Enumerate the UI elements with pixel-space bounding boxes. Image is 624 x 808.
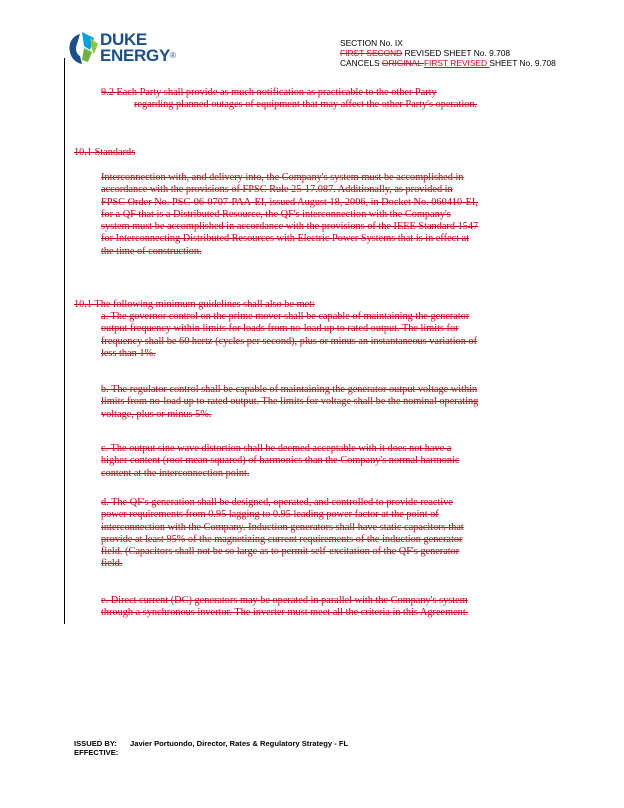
guideline-e-line: through a synchronous invertor. The inverter must meet all the criteria in this Agreement. xyxy=(101,607,469,619)
guideline-d-line: interconnection with the Company. Induction generators shall have static capacitors that xyxy=(101,521,464,533)
section-10-1-standards-heading: 10.1 Standards xyxy=(74,147,136,158)
guideline-b-line: voltage, plus or minus 5%. xyxy=(101,408,212,420)
standards-line: system must be accomplished in accordance with the provisions of the IEEE Standard 1547 xyxy=(101,221,479,233)
standards-line: Interconnection with, and delivery into, the Company's system must be accomplished in xyxy=(101,172,464,183)
guideline-c-line: higher content (root mean squared) of harmonics than the Company's normal harmonic xyxy=(101,455,460,467)
standards-line: the time of construction. xyxy=(101,245,202,257)
section-number: SECTION No. IX xyxy=(340,38,403,48)
standards-line: accordance with the provisions of FPSC Rule 25-17.087. Additionally, as provided in xyxy=(101,184,453,196)
revision-change-bar xyxy=(64,58,65,624)
paragraph-9-2-line: regarding planned outages of equipment that may affect the other Party's operation. xyxy=(134,99,478,111)
guideline-a-line: a. The governor control on the prime mover shall be capable of maintaining the generator xyxy=(101,311,470,322)
section-10-1-standards-body xyxy=(101,172,478,258)
duke-energy-logo-mark-icon xyxy=(66,30,100,70)
guideline-a-line: less than 1%. xyxy=(101,347,156,359)
standards-line: for Interconnecting Distributed Resources with Electric Power Systems that is in effect at xyxy=(101,233,470,245)
cancels-rest-text: SHEET No. 9.708 xyxy=(489,58,556,68)
paragraph-9-2 xyxy=(101,87,477,112)
guideline-a-line: frequency shall be 60 hertz (cycles per second), plus or minus an instantaneous variation of xyxy=(101,335,478,347)
sheet-deleted-text: FIRST SECOND xyxy=(340,48,403,58)
guideline-d-line: power requirements from 0.95 lagging to 0.95 leading power factor at the point of xyxy=(101,509,439,521)
guideline-d xyxy=(101,497,464,571)
guideline-d-line: d. The QF's generation shall be designed, operated, and controlled to provide reactive xyxy=(101,497,453,508)
cancels-inserted-text: FIRST REVISED xyxy=(423,58,490,68)
sheet-rest-text: REVISED SHEET No. 9.708 xyxy=(402,48,511,58)
cancels-line xyxy=(340,58,556,68)
guideline-b-line: b. The regulator control shall be capable of maintaining the generator output voltage within xyxy=(101,384,478,395)
logo-line-duke: DUKE xyxy=(100,30,147,49)
standards-line: for a QF that is a Distributed Resource, the QF's interconnection with the Company's xyxy=(101,208,451,220)
guideline-e-line: e. Direct current (DC) generators may be operated in parallel with the Company's system xyxy=(101,595,468,606)
logo-line-energy: ENERGY xyxy=(100,46,170,65)
guideline-c-line: c. The output sine wave distortion shall be deemed acceptable with it does not have a xyxy=(101,443,452,454)
guideline-a-line: output frequency within limits for loads from no-load up to rated output. The limits for xyxy=(101,323,459,335)
cancels-prefix: CANCELS xyxy=(340,58,382,68)
section-10-1-guidelines-heading: 10.1 The following minimum guidelines shall also be met: xyxy=(74,299,315,310)
standards-line: FPSC Order No. PSC-06-0707-PAA-EI, issued August 18, 2006, in Docket No. 060410-EI, xyxy=(101,196,478,208)
guideline-d-line: field. (Capacitors shall not be so large as to permit self-excitation of the QF's generator xyxy=(101,546,460,558)
guideline-c-line: content at the interconnection point. xyxy=(101,467,250,479)
sheet-footer xyxy=(74,739,348,757)
duke-energy-logo xyxy=(66,30,186,72)
guideline-c xyxy=(101,443,459,480)
issued-by-label: ISSUED BY: xyxy=(74,739,117,748)
guideline-a xyxy=(101,311,477,360)
guideline-d-line: field. xyxy=(101,558,123,570)
guideline-d-line: provide at least 95% of the magnetizing current requirements of the induction generator xyxy=(101,533,463,545)
cancels-deleted-text: ORIGINAL xyxy=(381,58,424,68)
logo-registered-mark: ® xyxy=(170,51,176,60)
sheet-number-line xyxy=(340,48,556,58)
effective-label: EFFECTIVE: xyxy=(74,748,119,757)
issued-by-value: Javier Portuondo, Director, Rates & Regulatory Strategy - FL xyxy=(130,739,349,748)
paragraph-9-2-line: 9.2 Each Party shall provide as much notification as practicable to the other Party xyxy=(101,87,437,98)
sheet-header xyxy=(340,38,556,68)
guideline-b-line: limits from no-load up to rated output. The limits for voltage shall be the nominal operating xyxy=(101,396,479,408)
guideline-b xyxy=(101,384,478,421)
guideline-e xyxy=(101,595,468,620)
